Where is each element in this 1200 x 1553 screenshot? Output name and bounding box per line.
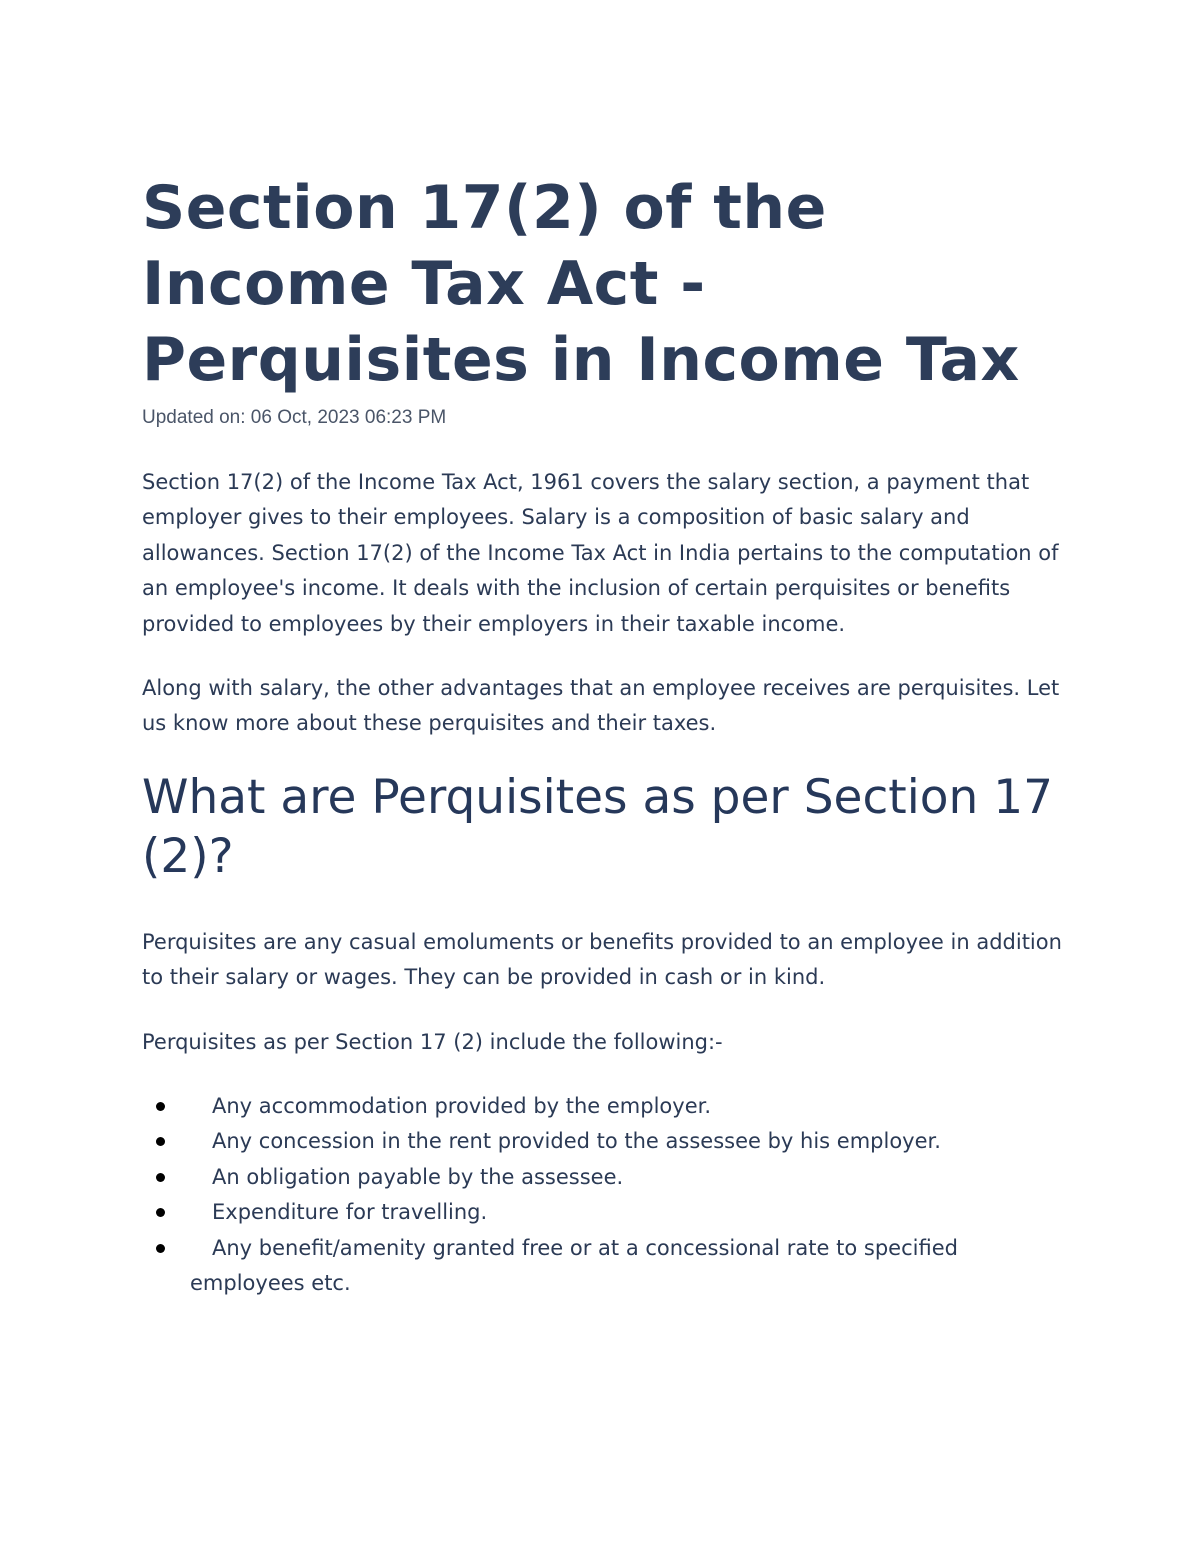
list-item-text: Any concession in the rent provided to the assessee by his employer. bbox=[212, 1129, 941, 1154]
list-item bbox=[142, 1160, 1062, 1195]
updated-timestamp: Updated on: 06 Oct, 2023 06:23 PM bbox=[142, 407, 447, 428]
section-heading: What are Perquisites as per Section 17 (2)? bbox=[142, 769, 1054, 884]
bullet-icon bbox=[156, 1102, 165, 1111]
list-item bbox=[142, 1089, 1062, 1124]
bullet-icon bbox=[156, 1208, 165, 1217]
perquisites-list bbox=[142, 1089, 1062, 1301]
list-item-text: Any benefit/amenity granted free or at a concessional rate to specified employees etc. bbox=[190, 1235, 958, 1296]
bullet-icon bbox=[156, 1137, 165, 1146]
list-item bbox=[142, 1124, 1062, 1159]
document-page bbox=[142, 170, 1062, 1302]
bullet-icon bbox=[156, 1244, 165, 1253]
intro-paragraph: Along with salary, the other advantages that an employee receives are perquisites. Let us know more about these perquisites and their taxes. bbox=[142, 676, 1060, 736]
definition-paragraph: Perquisites are any casual emoluments or benefits provided to an employee in addition to their salary or wages. They can be provided in cash or in kind. bbox=[142, 929, 1062, 990]
list-intro: Perquisites as per Section 17 (2) include the following:- bbox=[142, 1029, 723, 1054]
list-item-text: An obligation payable by the assessee. bbox=[212, 1164, 624, 1189]
intro-paragraph: Section 17(2) of the Income Tax Act, 1961 covers the salary section, a payment that employer gives to their employees. Salary is a composition of basic salary and allowances. Section 17(2) of the Income Tax Act in India pertains to the computation of an employee's income. It deals with the inclusion of certain perquisites or benefits provided to employees by their employers in their taxable income. bbox=[142, 470, 1059, 636]
page-title: Section 17(2) of the Income Tax Act - Perquisites in Income Tax bbox=[142, 173, 1020, 395]
list-item bbox=[142, 1195, 1062, 1230]
bullet-icon bbox=[156, 1173, 165, 1182]
list-item-text: Any accommodation provided by the employer. bbox=[212, 1094, 712, 1119]
list-item-text: Expenditure for travelling. bbox=[212, 1200, 488, 1225]
list-item bbox=[142, 1231, 1062, 1302]
